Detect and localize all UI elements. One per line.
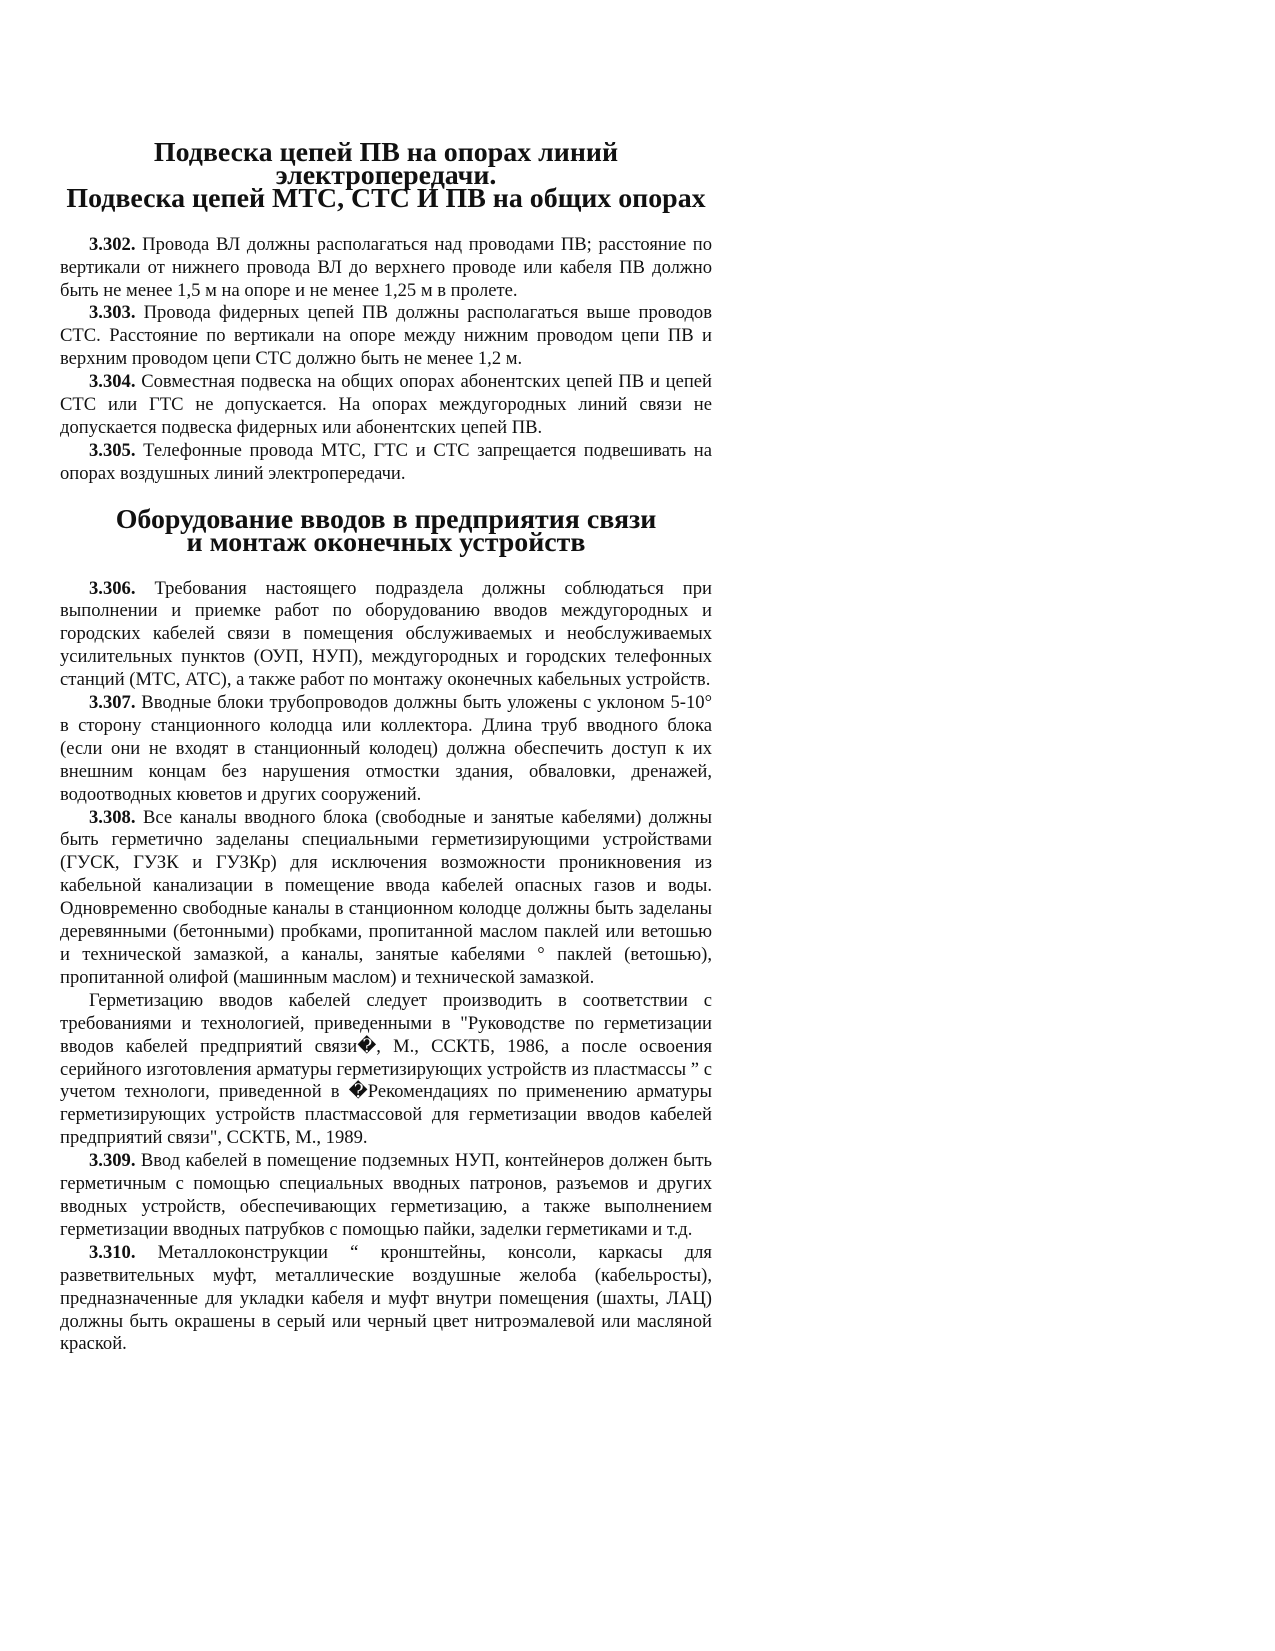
clause-text: Совместная подвеска на общих опорах абонентских цепей ПВ и цепей СТС или ГТС не допускается. На опорах междугородных линий связи не допускается подвеска фидерных или абонентских цепей ПВ. <box>60 371 712 438</box>
clause-text: Телефонные провода МТС, ГТС и СТС запрещается подвешивать на опорах воздушных линий электропередачи. <box>60 439 712 484</box>
heading-line: Подвеска цепей ПВ на опорах линий электропередачи. <box>153 137 619 191</box>
paragraph-3-304 <box>60 371 712 440</box>
section-heading-cable-entries <box>60 503 712 558</box>
clause-number: 3.306. <box>89 577 136 599</box>
paragraph-3-309 <box>60 1150 712 1242</box>
clause-number: 3.308. <box>89 806 136 828</box>
clause-number: 3.304. <box>89 371 136 393</box>
clause-number: 3.310. <box>89 1241 136 1263</box>
clause-number: 3.303. <box>89 302 136 324</box>
document-page <box>60 137 712 1356</box>
paragraph-3-306 <box>60 578 712 693</box>
paragraph-3-308 <box>60 807 712 990</box>
clause-number: 3.305. <box>89 439 136 461</box>
paragraph-sealing <box>60 990 712 1150</box>
clause-text: Провода ВЛ должны располагаться над проводами ПВ; расстояние по вертикали от нижнего провода ВЛ до верхнего проводе или кабеля ПВ должно быть не менее 1,5 м на опоре и не менее 1,25 м в пролете. <box>60 233 712 301</box>
paragraph-3-303 <box>60 302 712 371</box>
clause-text: Требования настоящего подраздела должны соблюдаться при выполнении и приемке работ по оборудованию вводов междугородных и городских кабелей связи в помещения обслуживаемых и необслуживаемых усилительных пунктов (ОУП, НУП), междугородных и городских телефонных станций (МТС, АТС), а также работ по монтажу оконечных кабельных устройств. <box>60 577 712 691</box>
clause-text: Провода фидерных цепей ПВ должны располагаться выше проводов СТС. Расстояние по вертикали на опоре между нижним проводом цепи ПВ и верхним проводом цепи СТС должно быть не менее 1,2 м. <box>60 302 712 370</box>
clause-number: 3.309. <box>89 1150 136 1172</box>
clause-number: 3.307. <box>89 692 136 714</box>
heading-line: Оборудование вводов в предприятия связи <box>115 503 657 535</box>
heading-line: Подвеска цепей МТС, СТС И ПВ на общих опорах <box>66 182 706 214</box>
clause-text: Герметизацию вводов кабелей следует производить в соответствии с требованиями и технологией, приведенными в "Руководстве по герметизации вводов кабелей предприятий связи�, М., ССКТБ, 1986, а после освоения серийного изготовления арматуры герметизирующих устройств из пластмассы ” с учетом технологи, приведенной в �Рекомендациях по применению арматуры герметизирующих устройств пластмассовой для герметизации вводов кабелей предприятий связи", ССКТБ, М., 1989. <box>60 989 712 1149</box>
paragraph-3-305 <box>60 440 712 486</box>
section-heading-power-lines <box>60 137 712 214</box>
clause-text: Вводные блоки трубопроводов должны быть уложены с уклоном 5-10° в сторону станционного колодца или коллектора. Длина труб вводного блока (если они не входят в станционный колодец) должна обеспечить доступ к их внешним концам без нарушения отмостки здания, обваловки, дренажей, водоотводных кюветов и других сооружений. <box>60 692 712 805</box>
paragraph-3-302 <box>60 234 712 303</box>
heading-line: и монтаж оконечных устройств <box>186 526 586 558</box>
clause-number: 3.302. <box>89 233 136 255</box>
clause-text: Все каналы вводного блока (свободные и занятые кабелями) должны быть герметично заделаны специальными герметизирующими устройствами (ГУСК, ГУЗК и ГУЗКр) для исключения возможности проникновения из кабельной канализации в помещение ввода кабелей опасных газов и воды. Одновременно свободные каналы в станционном колодце должны быть заделаны деревянными (бетонными) пробками, пропитанной маслом паклей или ветошью и технической замазкой, а каналы, занятые кабелями ° паклей (ветошью), пропитанной олифой (машинным маслом) и технической замазкой. <box>60 806 712 988</box>
paragraph-3-310 <box>60 1242 712 1357</box>
clause-text: Металлоконструкции “ кронштейны, консоли, каркасы для разветвительных муфт, металлические воздушные желоба (кабельросты), предназначенные для укладки кабеля и муфт внутри помещения (шахты, ЛАЦ) должны быть окрашены в серый или черный цвет нитроэмалевой или масляной краской. <box>60 1241 712 1355</box>
clause-text: Ввод кабелей в помещение подземных НУП, контейнеров должен быть герметичным с помощью специальных вводных патронов, разъемов и других вводных устройств, обеспечивающих герметизацию, а также выполнением герметизации вводных патрубков с помощью пайки, заделки герметиками и т.д. <box>60 1150 712 1240</box>
paragraph-3-307 <box>60 692 712 807</box>
